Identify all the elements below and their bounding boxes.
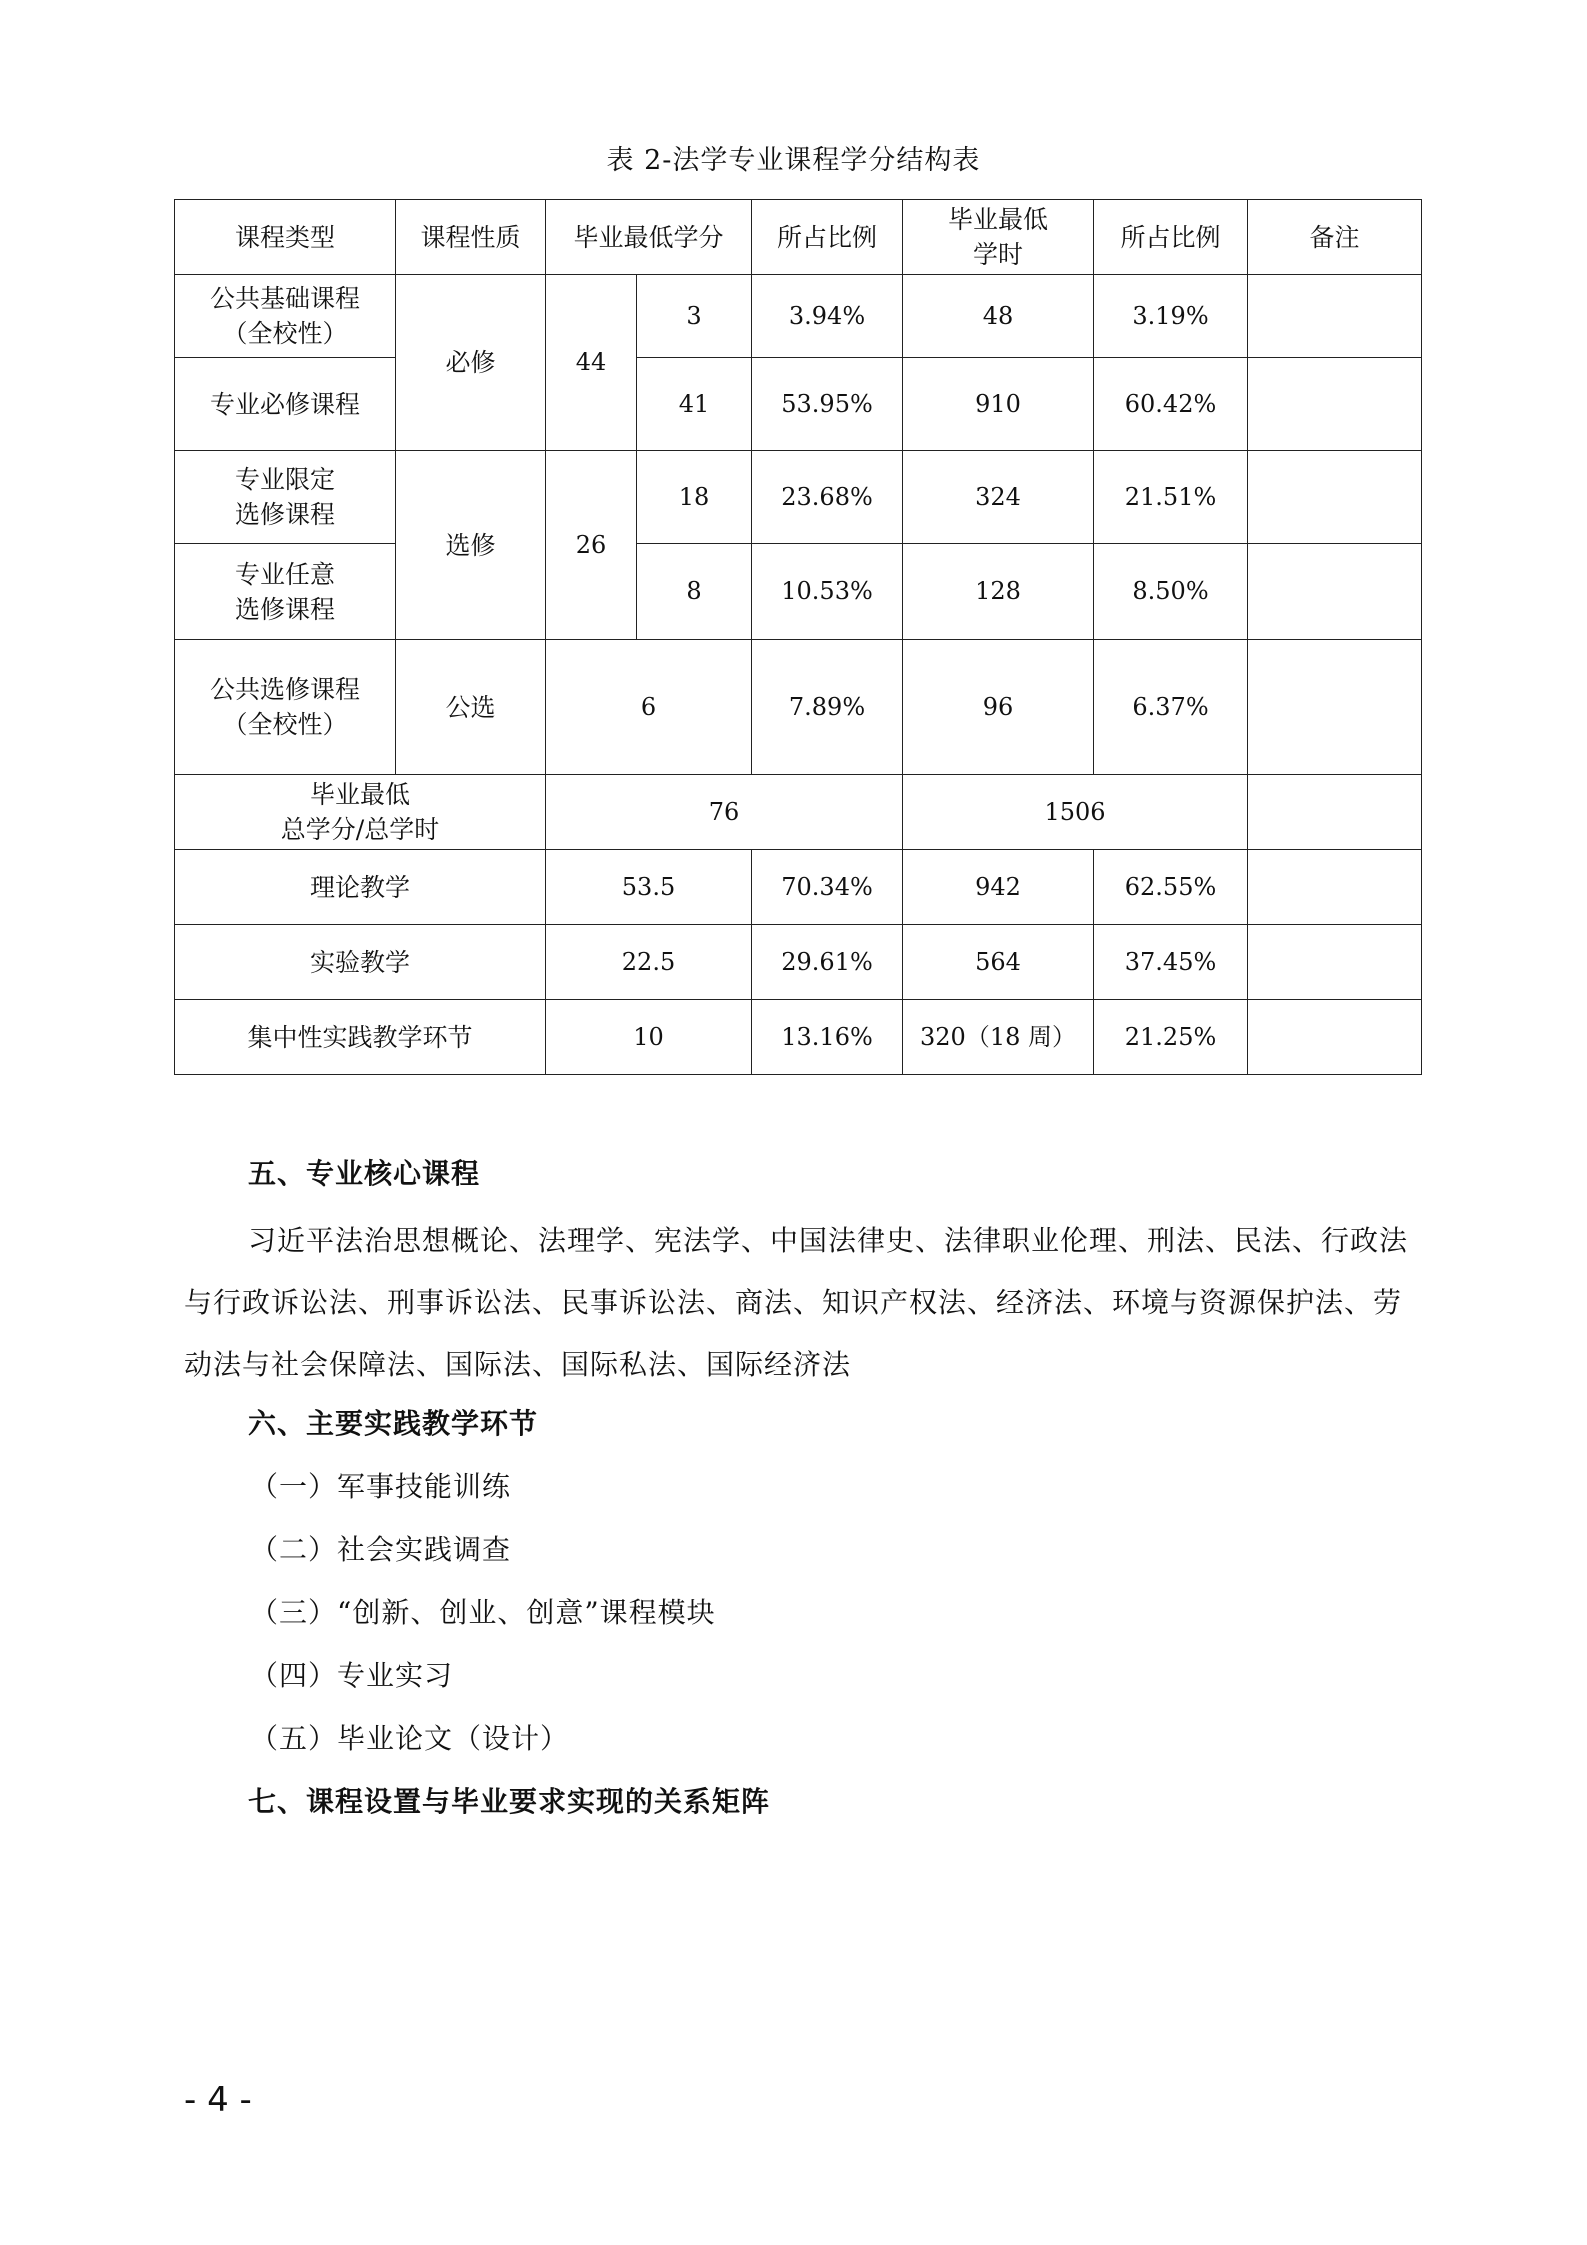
hours-cell: 96 (903, 640, 1094, 775)
course-type-cell: 专业必修课程 (175, 358, 396, 451)
credits-cell: 3 (637, 275, 752, 358)
remarks-cell (1248, 925, 1422, 1000)
hours-cell: 910 (903, 358, 1094, 451)
header-ratio-hours: 所占比例 (1094, 200, 1248, 275)
hours-cell: 942 (903, 850, 1094, 925)
remarks-cell (1248, 1000, 1422, 1075)
hours-cell: 324 (903, 451, 1094, 544)
credits-cell: 41 (637, 358, 752, 451)
remarks-cell (1248, 451, 1422, 544)
credits-cell: 18 (637, 451, 752, 544)
page-number: - 4 - (184, 2080, 252, 2120)
credit-structure-table (174, 199, 1422, 1075)
ratio-credits-cell: 53.95% (752, 358, 903, 451)
table-row (175, 925, 1422, 1000)
credits-cell: 53.5 (546, 850, 752, 925)
table-row (175, 358, 1422, 451)
nature-cell: 公选 (396, 640, 546, 775)
ratio-hours-cell: 60.42% (1094, 358, 1248, 451)
credits-cell: 8 (637, 544, 752, 640)
ratio-hours-cell: 8.50% (1094, 544, 1248, 640)
section-heading-matrix: 七、课程设置与毕业要求实现的关系矩阵 (248, 1785, 771, 1818)
remarks-cell (1248, 544, 1422, 640)
course-type-cell: 公共基础课程 （全校性） (175, 275, 396, 358)
ratio-credits-cell: 29.61% (752, 925, 903, 1000)
nature-cell: 必修 (396, 275, 546, 451)
credits-cell: 10 (546, 1000, 752, 1075)
ratio-credits-cell: 10.53% (752, 544, 903, 640)
breakdown-label-cell: 实验教学 (175, 925, 546, 1000)
group-credits-cell: 26 (546, 451, 637, 640)
course-type-cell: 专业任意 选修课程 (175, 544, 396, 640)
ratio-hours-cell: 3.19% (1094, 275, 1248, 358)
breakdown-label-cell: 集中性实践教学环节 (175, 1000, 546, 1075)
hours-cell: 128 (903, 544, 1094, 640)
course-type-cell: 公共选修课程 （全校性） (175, 640, 396, 775)
header-remarks: 备注 (1248, 200, 1422, 275)
credits-cell: 6 (546, 640, 752, 775)
header-ratio-credits: 所占比例 (752, 200, 903, 275)
remarks-cell (1248, 775, 1422, 850)
course-type-cell: 专业限定 选修课程 (175, 451, 396, 544)
total-hours-cell: 1506 (903, 775, 1248, 850)
total-label-cell: 毕业最低 总学分/总学时 (175, 775, 546, 850)
header-min-hours: 毕业最低 学时 (903, 200, 1094, 275)
ratio-credits-cell: 7.89% (752, 640, 903, 775)
table-row (175, 640, 1422, 775)
group-credits-cell: 44 (546, 275, 637, 451)
nature-cell: 选修 (396, 451, 546, 640)
ratio-credits-cell: 3.94% (752, 275, 903, 358)
header-min-credits: 毕业最低学分 (546, 200, 752, 275)
practice-item: （四）专业实习 (250, 1659, 454, 1692)
header-nature: 课程性质 (396, 200, 546, 275)
hours-cell: 320（18 周） (903, 1000, 1094, 1075)
ratio-hours-cell: 6.37% (1094, 640, 1248, 775)
table-row (175, 1000, 1422, 1075)
ratio-hours-cell: 21.51% (1094, 451, 1248, 544)
remarks-cell (1248, 640, 1422, 775)
ratio-hours-cell: 62.55% (1094, 850, 1248, 925)
table-total-row (175, 775, 1422, 850)
section-heading-core-courses: 五、专业核心课程 (248, 1157, 481, 1190)
practice-item: （五）毕业论文（设计） (250, 1722, 570, 1755)
remarks-cell (1248, 850, 1422, 925)
table-row (175, 275, 1422, 358)
table-header-row (175, 200, 1422, 275)
remarks-cell (1248, 358, 1422, 451)
credits-cell: 22.5 (546, 925, 752, 1000)
section-heading-practice: 六、主要实践教学环节 (248, 1407, 539, 1440)
table-row (175, 544, 1422, 640)
breakdown-label-cell: 理论教学 (175, 850, 546, 925)
hours-cell: 48 (903, 275, 1094, 358)
total-credits-cell: 76 (546, 775, 903, 850)
practice-item: （三）“创新、创业、创意”课程模块 (250, 1596, 716, 1629)
core-courses-paragraph: 习近平法治思想概论、法理学、宪法学、中国法律史、法律职业伦理、刑法、民法、行政法与行政诉讼法、刑事诉讼法、民事诉讼法、商法、知识产权法、经济法、环境与资源保护法、劳动法与社会保障法、国际法、国际私法、国际经济法 (184, 1224, 1409, 1381)
header-course-type: 课程类型 (175, 200, 396, 275)
table-row (175, 451, 1422, 544)
hours-cell: 564 (903, 925, 1094, 1000)
practice-item: （二）社会实践调查 (250, 1533, 512, 1566)
practice-item: （一）军事技能训练 (250, 1470, 512, 1503)
ratio-credits-cell: 13.16% (752, 1000, 903, 1075)
ratio-credits-cell: 70.34% (752, 850, 903, 925)
ratio-hours-cell: 37.45% (1094, 925, 1248, 1000)
remarks-cell (1248, 275, 1422, 358)
ratio-hours-cell: 21.25% (1094, 1000, 1248, 1075)
table-caption: 表 2-法学专业课程学分结构表 (606, 145, 981, 176)
ratio-credits-cell: 23.68% (752, 451, 903, 544)
table-row (175, 850, 1422, 925)
